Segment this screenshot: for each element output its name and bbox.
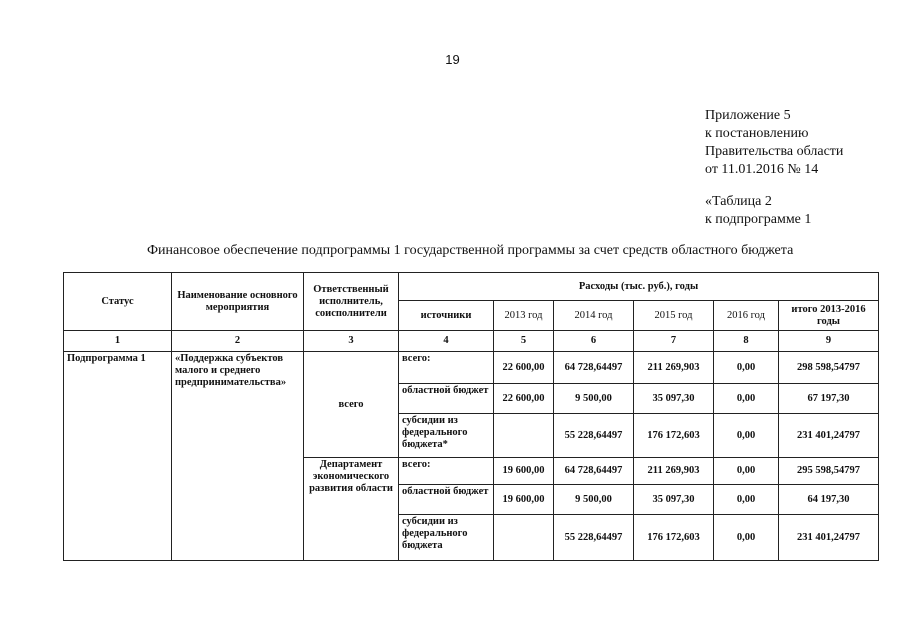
source-cell: всего: (399, 458, 494, 485)
page-number: 19 (445, 52, 460, 67)
column-number: 1 (64, 331, 172, 352)
value-cell-2015: 176 172,603 (634, 414, 714, 458)
appendix-line: от 11.01.2016 № 14 (705, 162, 819, 177)
value-cell-2015: 211 269,903 (634, 458, 714, 485)
value-cell-2015: 176 172,603 (634, 515, 714, 561)
header-sources: источники (399, 301, 494, 331)
value-cell-2016: 0,00 (714, 352, 779, 384)
value-cell-2015: 35 097,30 (634, 485, 714, 515)
column-number: 9 (779, 331, 879, 352)
value-cell-total: 67 197,30 (779, 384, 879, 414)
header-executor: Ответственный исполнитель, соисполнители (304, 273, 399, 331)
column-number-row (64, 331, 879, 352)
value-cell-2013: 19 600,00 (494, 485, 554, 515)
value-cell-2016: 0,00 (714, 384, 779, 414)
column-number: 4 (399, 331, 494, 352)
column-number: 3 (304, 331, 399, 352)
value-cell-2014: 9 500,00 (554, 384, 634, 414)
value-cell-total: 295 598,54797 (779, 458, 879, 485)
value-cell-total: 64 197,30 (779, 485, 879, 515)
header-year-2016: 2016 год (714, 301, 779, 331)
value-cell-2015: 211 269,903 (634, 352, 714, 384)
value-cell-2013 (494, 515, 554, 561)
value-cell-2013 (494, 414, 554, 458)
appendix-line: Правительства области (705, 144, 844, 159)
header-year-2015: 2015 год (634, 301, 714, 331)
financing-table (63, 272, 879, 561)
table-ref-line: «Таблица 2 (705, 194, 772, 209)
value-cell-2014: 55 228,64497 (554, 515, 634, 561)
source-cell: субсидии из федерального бюджета* (399, 414, 494, 458)
header-year-2014: 2014 год (554, 301, 634, 331)
value-cell-2014: 64 728,64497 (554, 352, 634, 384)
appendix-line: к постановлению (705, 126, 809, 141)
value-cell-2016: 0,00 (714, 414, 779, 458)
column-number: 8 (714, 331, 779, 352)
header-total: итого 2013-2016 годы (779, 301, 879, 331)
table-ref-line: к подпрограмме 1 (705, 212, 812, 227)
column-number: 2 (172, 331, 304, 352)
document-title: Финансовое обеспечение подпрограммы 1 государственной программы за счет средств областного бюджета (147, 243, 794, 258)
value-cell-total: 231 401,24797 (779, 414, 879, 458)
status-cell: Подпрограмма 1 (64, 352, 172, 561)
value-cell-total: 298 598,54797 (779, 352, 879, 384)
appendix-line: Приложение 5 (705, 108, 791, 123)
value-cell-2015: 35 097,30 (634, 384, 714, 414)
source-cell: областной бюджет (399, 485, 494, 515)
value-cell-2014: 9 500,00 (554, 485, 634, 515)
header-event: Наименование основного мероприятия (172, 273, 304, 331)
value-cell-2016: 0,00 (714, 515, 779, 561)
table-row (64, 352, 879, 384)
value-cell-2013: 19 600,00 (494, 458, 554, 485)
appendix-block (705, 107, 843, 179)
header-status: Статус (64, 273, 172, 331)
event-cell: «Поддержка субъектов малого и среднего предпринимательства» (172, 352, 304, 561)
column-number: 5 (494, 331, 554, 352)
source-cell: областной бюджет (399, 384, 494, 414)
value-cell-2013: 22 600,00 (494, 352, 554, 384)
source-cell: всего: (399, 352, 494, 384)
header-year-2013: 2013 год (494, 301, 554, 331)
column-number: 6 (554, 331, 634, 352)
column-number: 7 (634, 331, 714, 352)
value-cell-2013: 22 600,00 (494, 384, 554, 414)
source-cell: субсидии из федерального бюджета (399, 515, 494, 561)
table-reference (705, 193, 811, 229)
value-cell-2014: 55 228,64497 (554, 414, 634, 458)
value-cell-2014: 64 728,64497 (554, 458, 634, 485)
value-cell-total: 231 401,24797 (779, 515, 879, 561)
executor-cell: всего (304, 352, 399, 458)
value-cell-2016: 0,00 (714, 458, 779, 485)
value-cell-2016: 0,00 (714, 485, 779, 515)
executor-cell: Департамент экономического развития области (304, 458, 399, 561)
header-expenses: Расходы (тыс. руб.), годы (399, 273, 879, 301)
